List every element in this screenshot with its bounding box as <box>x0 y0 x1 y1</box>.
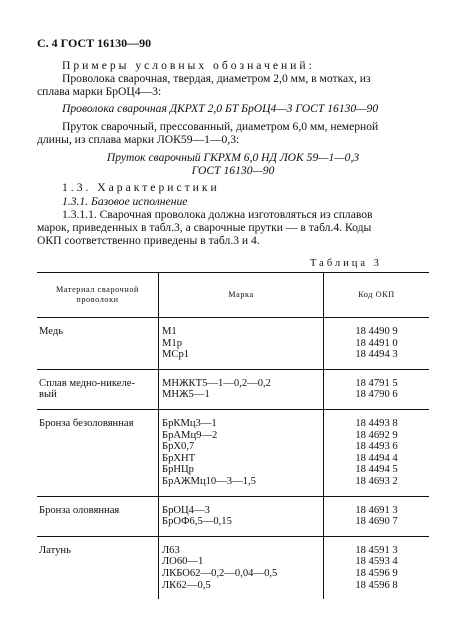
code-text: 18 4493 6 <box>355 441 398 453</box>
grade-cell <box>159 536 324 599</box>
material-grades-table <box>37 272 429 599</box>
material-text: вый <box>39 389 57 401</box>
code-text: 18 4791 5 <box>355 377 398 389</box>
material-cell <box>37 496 159 536</box>
grade-text: БрХНТ <box>162 452 196 464</box>
code-cell <box>324 496 430 536</box>
grade-cell <box>159 496 324 536</box>
code-text: 18 4591 3 <box>355 544 398 556</box>
rod-example-line-2: длины, из сплава марки ЛОК59—1—0,3: <box>37 133 240 146</box>
grade-text: БрАЖМц10—3—1,5 <box>162 475 256 487</box>
examples-heading: Примеры условных обозначений: <box>62 59 315 72</box>
grade-text: БрНЦр <box>162 464 194 476</box>
wire-example-line-1: Проволока сварочная, твердая, диаметром 2,0 мм, в мотках, из <box>62 72 371 85</box>
code-text: 18 4494 3 <box>355 349 398 361</box>
grade-text: БрХ0,7 <box>162 441 195 453</box>
code-text: 18 4692 9 <box>355 429 398 441</box>
header-grade: Марка <box>159 273 324 318</box>
material-text: Сплав медно-никеле- <box>39 377 135 389</box>
material-cell <box>37 318 159 370</box>
code-cell <box>324 409 430 496</box>
grade-text: ЛО60—1 <box>162 556 204 568</box>
grade-cell <box>159 318 324 370</box>
table-row-copper <box>37 318 429 370</box>
rod-designation-line-2: ГОСТ 16130—90 <box>191 164 275 177</box>
code-cell <box>324 536 430 599</box>
code-text: 18 4790 6 <box>355 389 398 401</box>
grade-cell <box>159 369 324 409</box>
code-text: 18 4494 5 <box>355 464 398 476</box>
code-text: 18 4490 9 <box>355 326 398 337</box>
table-row-tinless-bronze <box>37 409 429 496</box>
material-text: Бронза безоловянная <box>39 417 134 429</box>
code-text: 18 4494 4 <box>355 452 398 464</box>
paragraph-line-3: ОКП соответственно приведены в табл.3 и 4. <box>37 234 260 247</box>
code-text: 18 4691 3 <box>355 504 398 516</box>
page-header: С. 4 ГОСТ 16130—90 <box>37 36 152 50</box>
grade-text: БрКМц3—1 <box>162 417 217 429</box>
code-text: 18 4593 4 <box>355 556 398 568</box>
header-material: Материал сварочной проволоки <box>37 273 159 318</box>
grade-text: ЛКБО62—0,2—0,04—0,5 <box>162 567 278 579</box>
grade-text: МНЖКТ5—1—0,2—0,2 <box>162 377 271 389</box>
material-text: Медь <box>39 326 64 337</box>
table-row-copper-nickel <box>37 369 429 409</box>
material-cell <box>37 369 159 409</box>
code-text: 18 4493 8 <box>355 417 398 429</box>
header-okp-code: Код ОКП <box>324 273 430 318</box>
material-cell <box>37 409 159 496</box>
code-text: 18 4491 0 <box>355 337 398 349</box>
rod-example-line-1: Пруток сварочный, прессованный, диаметром 6,0 мм, немерной <box>62 120 379 133</box>
grade-text: ЛК62—0,5 <box>162 579 211 591</box>
grade-text: МНЖ5—1 <box>162 389 210 401</box>
rod-designation-line-1: Пруток сварочный ГКРХМ 6,0 НД ЛОК 59—1—0,3 <box>106 151 360 164</box>
grade-text: М1 <box>162 326 177 337</box>
section-1-3-1-heading: 1.3.1. Базовое исполнение <box>62 195 188 208</box>
code-cell <box>324 369 430 409</box>
section-1-3-heading: 1.3. Характеристики <box>62 181 220 194</box>
grade-text: Л63 <box>162 544 180 556</box>
material-text: Латунь <box>39 544 71 556</box>
code-cell <box>324 318 430 370</box>
paragraph-line-1: 1.3.1.1. Сварочная проволока должна изготовляться из сплавов <box>62 208 373 221</box>
table-row-tin-bronze <box>37 496 429 536</box>
wire-example-line-2: сплава марки БрОЦ4—3: <box>37 85 162 98</box>
grade-text: М1р <box>162 337 183 349</box>
paragraph-line-2: марок, приведенных в табл.3, а сварочные прутки — в табл.4. Коды <box>37 221 372 234</box>
wire-designation: Проволока сварочная ДКРХТ 2,0 БТ БрОЦ4—3 ГОСТ 16130—90 <box>62 102 379 115</box>
table-row-brass <box>37 536 429 599</box>
grade-text: МСр1 <box>162 349 190 361</box>
grade-text: БрАМц9—2 <box>162 429 218 441</box>
material-cell <box>37 536 159 599</box>
material-text: Бронза оловянная <box>39 504 120 516</box>
table-caption: Таблица 3 <box>310 258 382 269</box>
code-text: 18 4690 7 <box>355 516 398 528</box>
grade-text: БрОЦ4—3 <box>162 504 210 516</box>
grade-cell <box>159 409 324 496</box>
table-header-row <box>37 273 429 318</box>
grade-text: БрОФ6,5—0,15 <box>162 516 232 528</box>
code-text: 18 4596 9 <box>355 567 398 579</box>
code-text: 18 4596 8 <box>355 579 398 591</box>
code-text: 18 4693 2 <box>355 475 398 487</box>
